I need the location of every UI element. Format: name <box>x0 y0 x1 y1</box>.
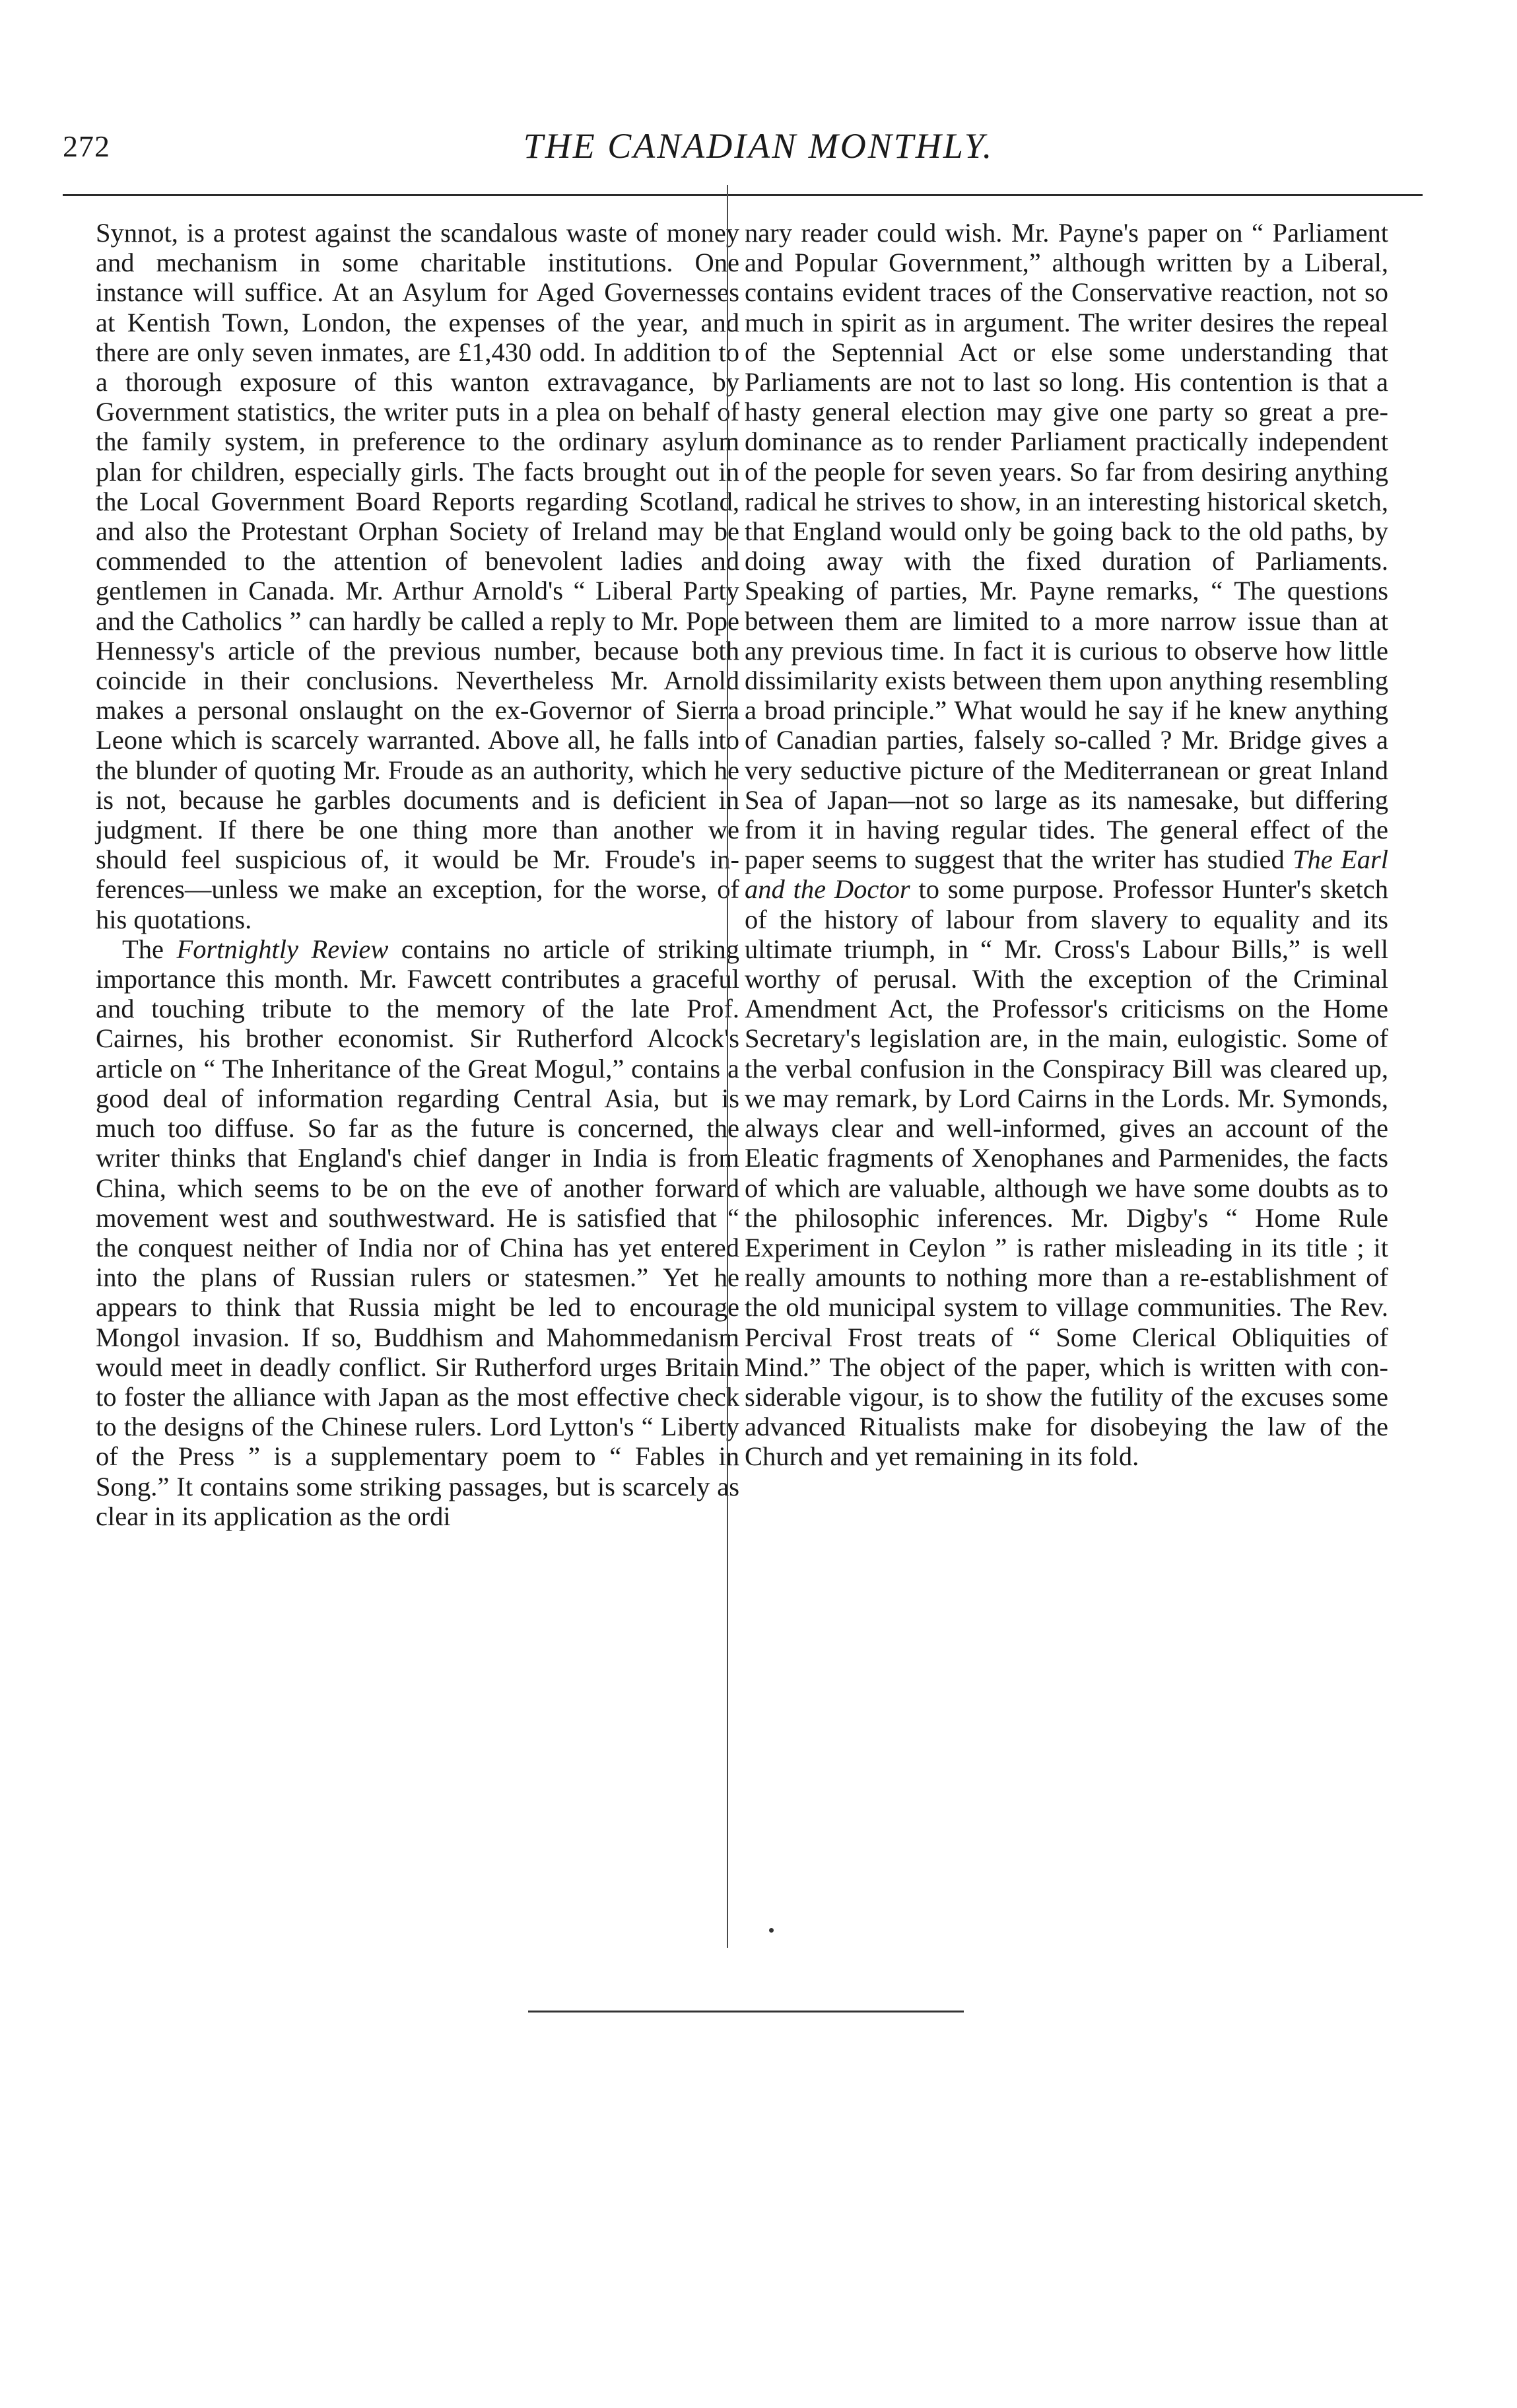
paragraph-governesses: Synnot, is a protest against the scandalous waste of money and mechanism in some charitable institutions. One instance will suffice. At an Asylum for Aged Governesses at Kentish Town, London, the expenses of the year, and there are only seven inmates, are £1,430 odd. In addition to a thorough exposure of this wanton extravagance, by Government statistics, the writer puts in a plea on behalf of the family system, in preference to the ordinary asylum plan for children, especially girls. The facts brought out in the Local Government Board Reports regarding Scotland, and also the Protestant Orphan Society of Ireland may be commended to the attention of benevolent ladies and gentlemen in Canada. Mr. Arthur Arnold's “ Liberal Party and the Catholics ” can hardly be called a reply to Mr. Pope Hennessy's article of the previous number, because both coincide in their conclusions. Nevertheless Mr. Arnold makes a personal onslaught on the ex-Governor of Sierra Leone which is scarcely warranted. Above all, he falls into the blunder of quoting Mr. Froude as an authority, which he is not, because he garbles documents and is deficient in judgment. If there be one thing more than another we should feel suspicious of, it would be Mr. Froude's inferences—unless we make an exception, for the worse, of his quotations. <box>96 218 739 934</box>
stray-dot <box>769 1928 774 1933</box>
paragraph-text: The <box>122 934 177 964</box>
left-column <box>96 218 739 1531</box>
right-column <box>745 218 1388 1472</box>
end-rule <box>528 2011 964 2012</box>
paragraph-text: contains no article of striking importance this month. Mr. Fawcett contributes a graceful and touching tribute to the memory of the late Prof. Cairnes, his brother economist. Sir Rutherford Alcock's article on “ The Inheritance of the Great Mogul,” contains a good deal of information regarding Central Asia, but is much too diffuse. So far as the future is concerned, the writer thinks that England's chief danger in India is from China, which seems to be on the eve of another forward movement west and southwestward. He is satisfied that “ the conquest neither of India nor of China has yet entered into the plans of Russian rulers or statesmen.” Yet he appears to think that Russia might be led to encourage Mongol invasion. If so, Buddhism and Mahommedanism would meet in deadly conflict. Sir Rutherford urges Britain to foster the alliance with Japan as the most effective check to the designs of the Chinese rulers. Lord Lytton's “ Liberty of the Press ” is a supplementary poem to “ Fables in Song.” It contains some striking passages, but is scarcely as clear in its application as the ordi <box>96 934 739 1531</box>
running-title: THE CANADIAN MONTHLY. <box>523 126 994 166</box>
page-number: 272 <box>63 129 110 163</box>
paragraph-fortnightly-review <box>96 934 739 1531</box>
journal-title-italic: Fortnightly Review <box>176 934 389 964</box>
paragraph-text: nary reader could wish. Mr. Payne's paper on “ Parliament and Popular Government,” although written by a Liberal, contains evident traces of the Conservative reaction, not so much in spirit as in argument. The writer desires the repeal of the Septennial Act or else some understanding that Parliaments are not to last so long. His contention is that a hasty general election may give one party so great a predominance as to render Parliament practically independent of the people for seven years. So far from desiring anything radical he strives to show, in an interesting historical sketch, that England would only be going back to the old paths, by doing away with the fixed duration of Parliaments. Speaking of parties, Mr. Payne remarks, “ The questions between them are limited to a more narrow issue than at any previous time. In fact it is curious to observe how little dissimilarity exists between them upon anything resembling a broad principle.” What would he say if he knew anything of Canadian parties, falsely so-called ? Mr. Bridge gives a very seductive picture of the Mediterranean or great Inland Sea of Japan—not so large as its namesake, but differing from it in having regular tides. The general effect of the paper seems to suggest that the writer has studied <box>745 218 1388 875</box>
paragraph-text: to some purpose. Professor Hunter's sketch of the history of labour from slavery to equality and its ultimate triumph, in “ Mr. Cross's Labour Bills,” is well worthy of perusal. With the exception of the Criminal Amendment Act, the Professor's criticisms on the Home Secretary's legislation are, in the main, eulogistic. Some of the verbal confusion in the Conspiracy Bill was cleared up, we may remark, by Lord Cairns in the Lords. Mr. Symonds, always clear and well-informed, gives an account of the Eleatic fragments of Xenophanes and Parmenides, the facts of which are valuable, although we have some doubts as to the philosophic inferences. Mr. Digby's “ Home Rule Experiment in Ceylon ” is rather misleading in its title ; it really amounts to nothing more than a re-establishment of the old municipal system to village communities. The Rev. Percival Frost treats of “ Some Clerical Obliquities of Mind.” The object of the paper, which is written with considerable vigour, is to show the futility of the excuses some advanced Ritualists make for disobeying the law of the Church and yet remaining in its fold. <box>745 874 1389 1472</box>
column-divider <box>727 185 728 1948</box>
paragraph-payne-parliament <box>745 218 1388 1472</box>
header-rule <box>63 194 1423 196</box>
book-title-italic: The Earl and the Doctor <box>745 844 1388 905</box>
